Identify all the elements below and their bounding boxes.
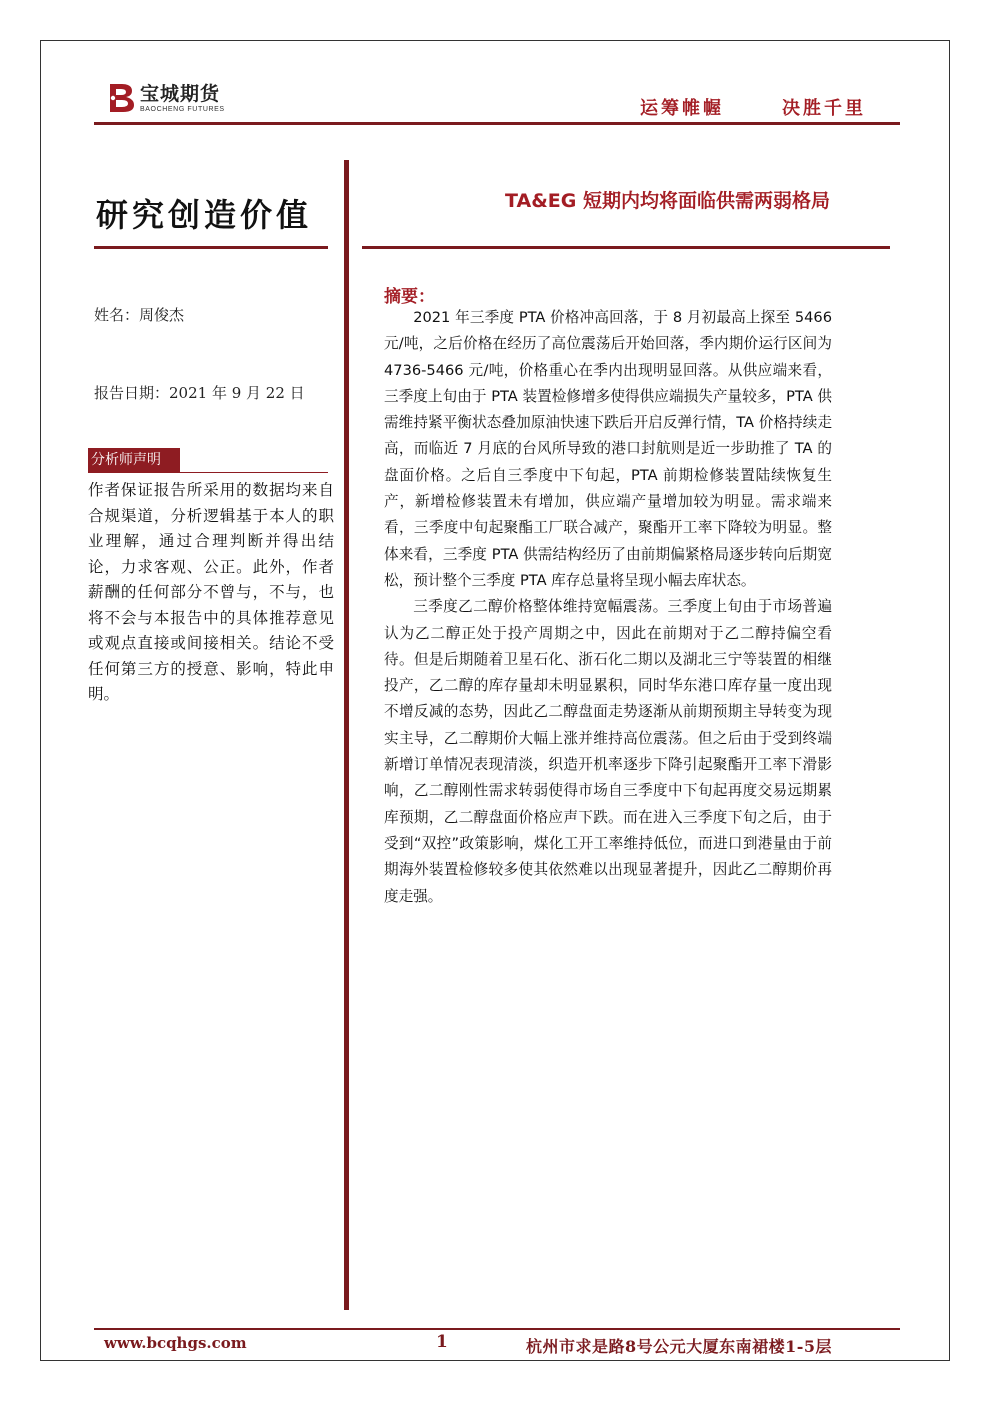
slogan-first: 运筹帷幄 <box>640 98 724 119</box>
analyst-declaration-text: 作者保证报告所采用的数据均来自合规渠道，分析逻辑基于本人的职业理解，通过合理判断并得出结论，力求客观、公正。此外，作者薪酬的任何部分不曾与，不与，也将不会与本报告中的具体推荐意见或观点直接或间接相关。结论不受任何第三方的授意、影响，特此申明。 <box>88 481 334 703</box>
header-divider <box>94 122 900 125</box>
report-title: TA&EG 短期内均将面临供需两弱格局 <box>505 190 830 212</box>
footer-address: 杭州市求是路8号公元大厦东南裙楼1-5层 <box>526 1337 833 1356</box>
abstract-paragraph-eg: 三季度乙二醇价格整体维持宽幅震荡。三季度上旬由于市场普遍认为乙二醇正处于投产周期之中，因此在前期对于乙二醇持偏空看待。但是后期随着卫星石化、浙石化二期以及湖北三宁等装置的相继投产，乙二醇的库存量却未明显累积，同时华东港口库存量一度出现不增反减的态势，因此乙二醇盘面走势逐渐从前期预期主导转变为现实主导，乙二醇期价大幅上涨并维持高位震荡。但之后由于受到终端新增订单情况表现清淡，织造开机率逐步下降引起聚酯开工率下滑影响，乙二醇刚性需求转弱使得市场自三季度中下旬起再度交易远期累库预期，乙二醇盘面价格应声下跌。而在进入三季度下旬之后，由于受到“双控”政策影响，煤化工开工率维持低位，而进口到港量由于前期海外装置检修较多使其依然难以出现显著提升，因此乙二醇期价再度走强。 <box>384 598 832 905</box>
abstract-paragraph-pta: 2021 年三季度 PTA 价格冲高回落，于 8 月初最高上探至 5466 元/吨，之后价格在经历了高位震荡后开始回落，季内期价运行区间为 4736-5466 元/吨，价格重心在季内出现明显回落。从供应端来看，三季度上旬由于 PTA 装置检修增多使得供应端损失产量较多，PTA 供需维持紧平衡状态叠加原油快速下跌后开启反弹行情，TA 价格持续走高，而临近 7 月底的台风所导致的港口封航则是近一步助推了 TA 的盘面价格。之后自三季度中下旬起，PTA 前期检修装置陆续恢复生产，新增检修装置未有增加，供应端产量增加较为明显。需求端来看，三季度中旬起聚酯工厂联合减产，聚酯开工率下降较为明显。整体来看，三季度 PTA 供需结构经历了由前期偏紧格局逐步转向后期宽松，预计整个三季度 PTA 库存总量将呈现小幅去库状态。 <box>384 309 832 589</box>
abstract-body <box>384 305 832 910</box>
footer-divider <box>94 1328 900 1330</box>
left-column-title: 研究创造价值 <box>96 196 313 234</box>
report-date: 报告日期：2021 年 9 月 22 日 <box>94 384 305 402</box>
page-number: 1 <box>436 1332 448 1352</box>
analyst-declaration-label: 分析师声明 <box>88 448 180 472</box>
column-divider <box>344 160 349 1310</box>
logo-b-icon <box>106 81 136 115</box>
report-title-divider <box>362 246 890 249</box>
declaration-divider <box>88 472 328 473</box>
company-logo <box>106 80 225 116</box>
slogan-second: 决胜千里 <box>782 98 866 119</box>
author-name: 姓名：周俊杰 <box>94 306 185 324</box>
footer-website-link[interactable]: www.bcqhgs.com <box>104 1334 247 1352</box>
abstract-label: 摘要： <box>384 287 435 307</box>
logo-english-name: BAOCHENG FUTURES <box>140 105 225 113</box>
logo-chinese-name: 宝城期货 <box>140 82 221 105</box>
left-title-divider <box>94 246 328 249</box>
